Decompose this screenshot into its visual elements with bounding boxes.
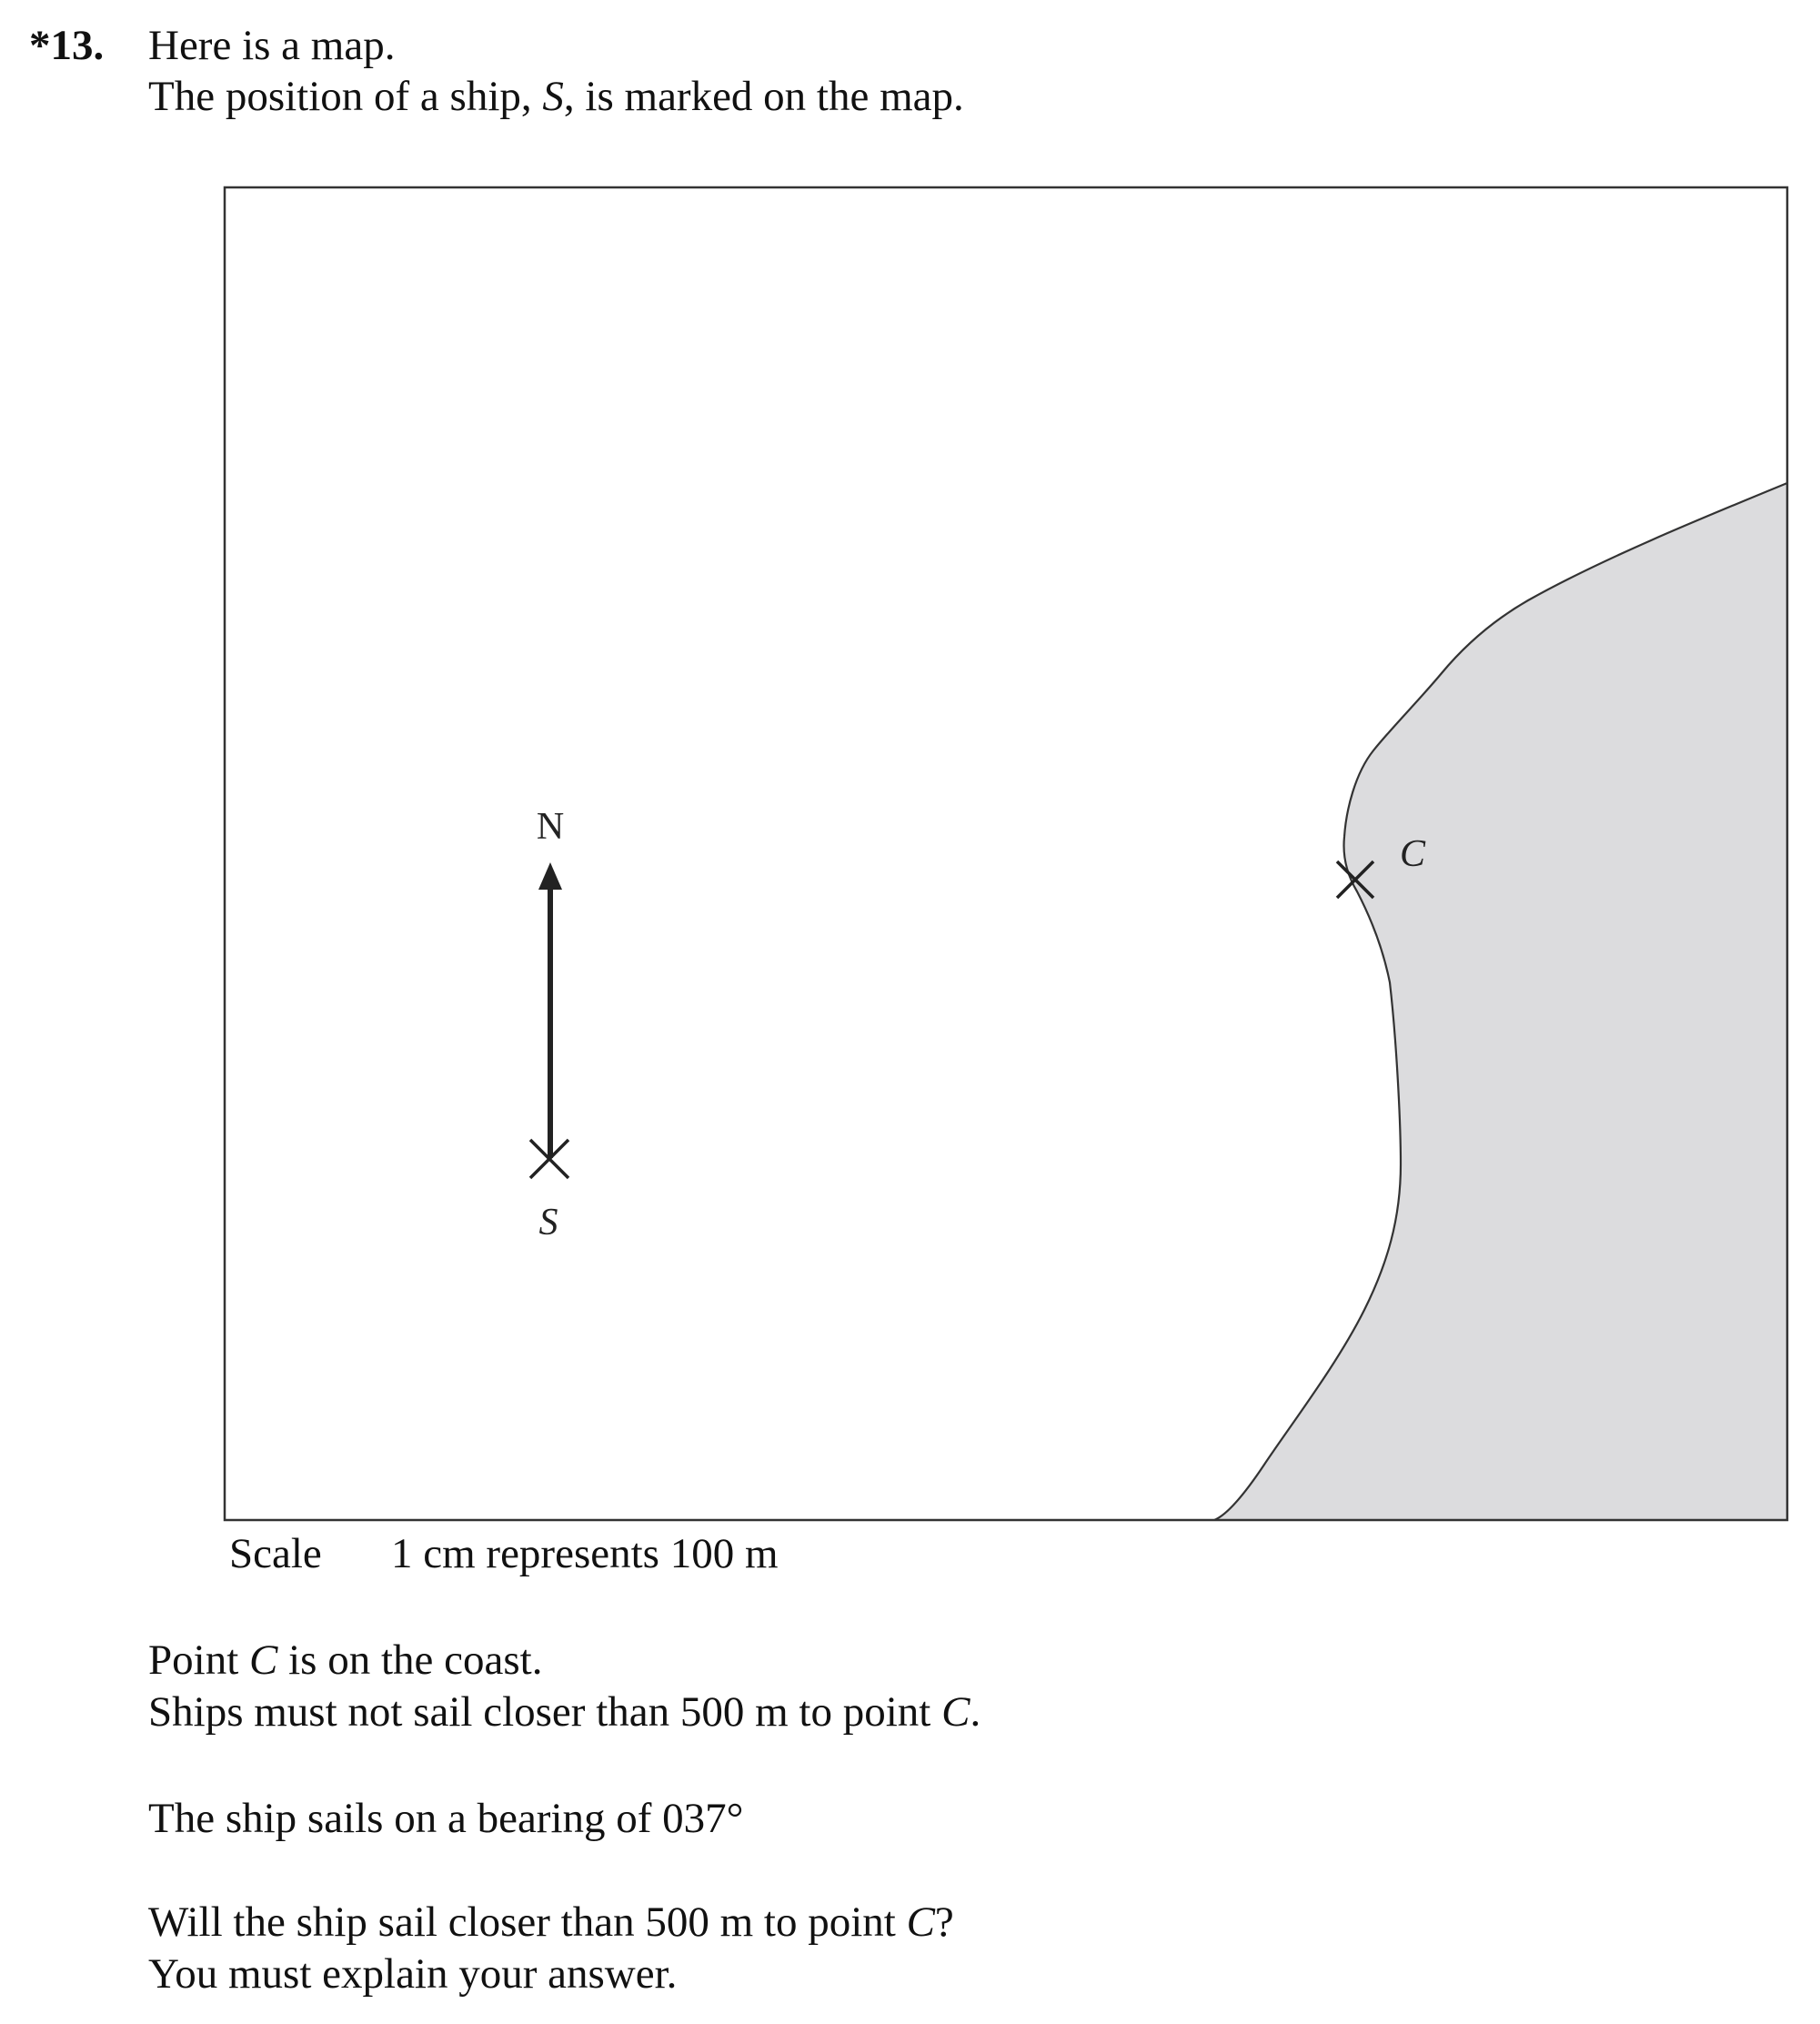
intro-text-a: The position of a ship, (148, 73, 543, 120)
body-line-question (148, 1897, 954, 1948)
point-c-variable: C (249, 1636, 278, 1684)
body-line-rule (148, 1687, 980, 1737)
north-label: N (536, 806, 565, 848)
point-c-variable: C (906, 1898, 935, 1946)
question-number: *13. (29, 22, 105, 69)
ship-label: S (538, 1202, 558, 1244)
body-line-bearing: The ship sails on a bearing of 037° (148, 1795, 744, 1842)
ship-variable: S (542, 73, 564, 120)
body-line2-text-a: Ships must not sail closer than 500 m to point (148, 1688, 942, 1736)
intro-text-b: , is marked on the map. (563, 73, 964, 120)
body-line4-text-b: ? (934, 1898, 954, 1946)
body-line1-text-a: Point (148, 1636, 250, 1684)
body-line1-text-b: is on the coast. (277, 1636, 543, 1684)
scale-text: 1 cm represents 100 m (391, 1530, 779, 1577)
body-line4-text-a: Will the ship sail closer than 500 m to point (148, 1898, 907, 1946)
body-line-point-c (148, 1635, 542, 1686)
question-intro-line1: Here is a map. (148, 22, 396, 69)
body-line-explain: You must explain your answer. (148, 1950, 678, 1998)
point-c-label: C (1399, 833, 1426, 875)
scale-word: Scale (229, 1530, 322, 1577)
body-line2-text-b: . (970, 1688, 981, 1736)
point-c-variable: C (941, 1688, 970, 1736)
